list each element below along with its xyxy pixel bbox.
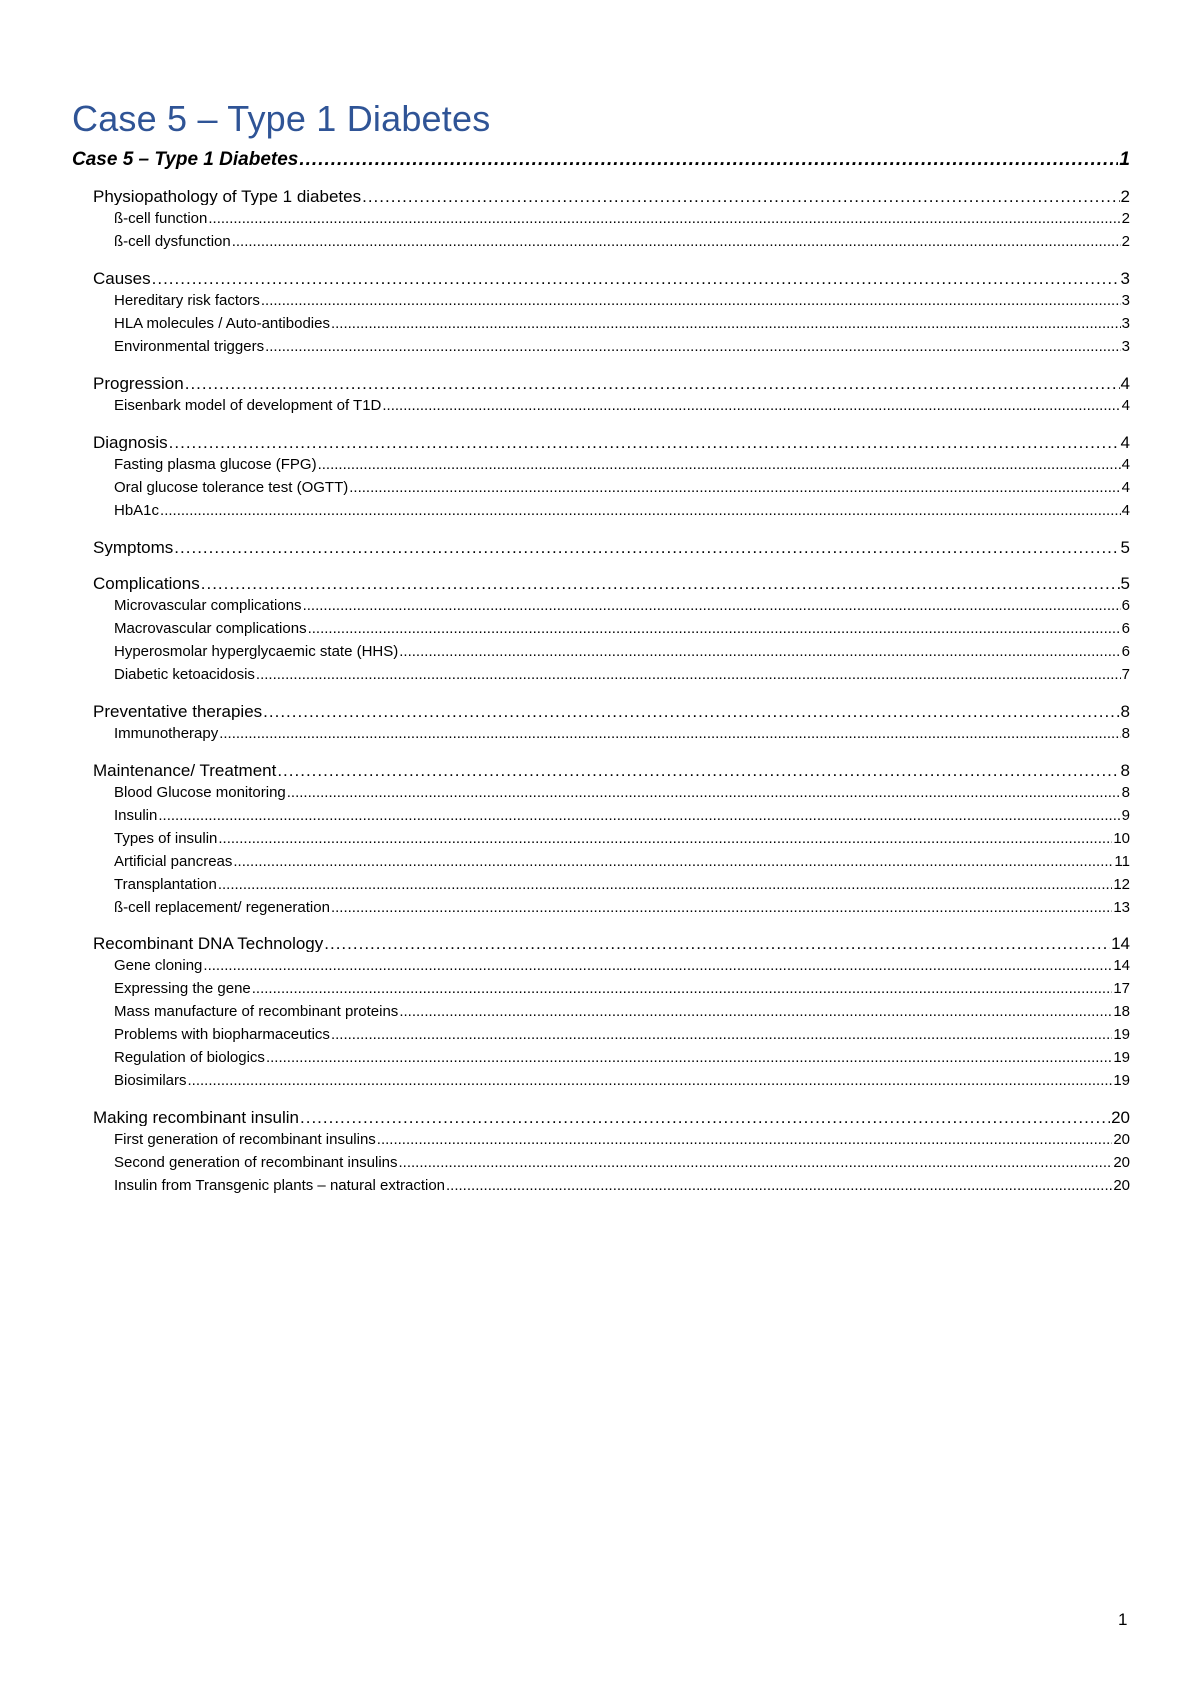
toc-entry-page: 6 [1121, 598, 1130, 613]
toc-entry-label: Gene cloning [114, 958, 203, 973]
toc-entry[interactable] [72, 575, 1130, 592]
toc-entry-page: 20 [1111, 1109, 1130, 1126]
toc-entry-label: Eisenbark model of development of T1D [114, 398, 382, 413]
toc-entry[interactable] [72, 188, 1130, 205]
toc-entry[interactable] [72, 434, 1130, 451]
toc-entry-label: Macrovascular complications [114, 621, 307, 636]
toc-entry-page: 3 [1121, 316, 1130, 331]
toc-entry[interactable] [72, 703, 1130, 720]
toc-entry-label: ß-cell dysfunction [114, 234, 231, 249]
toc-entry-label: Diagnosis [93, 434, 168, 451]
toc-entry-page: 19 [1113, 1050, 1130, 1065]
toc-entry-label: Making recombinant insulin [93, 1109, 299, 1126]
toc-entry-page: 4 [1121, 503, 1130, 518]
toc-entry[interactable] [72, 1004, 1130, 1019]
toc-dot-leader [331, 900, 1112, 915]
toc-entry[interactable] [72, 1132, 1130, 1147]
toc-dot-leader [261, 293, 1121, 308]
toc-entry-label: Symptoms [93, 539, 174, 556]
toc-entry-label: HLA molecules / Auto-antibodies [114, 316, 330, 331]
toc-entry[interactable] [72, 293, 1130, 308]
toc-entry-label: Artificial pancreas [114, 854, 233, 869]
toc-entry[interactable] [72, 339, 1130, 354]
toc-entry-page: 1 [1119, 150, 1130, 169]
toc-dot-leader [185, 375, 1120, 392]
toc-dot-leader [263, 703, 1119, 720]
toc-dot-leader [218, 877, 1112, 892]
toc-entry-label: Preventative therapies [93, 703, 263, 720]
toc-entry[interactable] [72, 150, 1130, 169]
toc-entry-page: 20 [1113, 1132, 1130, 1147]
toc-entry[interactable] [72, 1109, 1130, 1126]
toc-entry-page: 4 [1121, 398, 1130, 413]
toc-dot-leader [303, 598, 1121, 613]
toc-dot-leader [287, 785, 1121, 800]
toc-dot-leader [256, 667, 1121, 682]
toc-dot-leader [174, 539, 1119, 556]
toc-entry[interactable] [72, 726, 1130, 741]
toc-entry-label: Problems with biopharmaceutics [114, 1027, 330, 1042]
toc-entry[interactable] [72, 785, 1130, 800]
toc-entry-label: Case 5 – Type 1 Diabetes [72, 150, 299, 169]
toc-entry-label: Hyperosmolar hyperglycaemic state (HHS) [114, 644, 399, 659]
toc-entry-label: Insulin from Transgenic plants – natural extraction [114, 1178, 446, 1193]
toc-entry[interactable] [72, 981, 1130, 996]
toc-dot-leader [362, 188, 1119, 205]
toc-entry-label: Transplantation [114, 877, 217, 892]
toc-entry-page: 8 [1121, 785, 1130, 800]
toc-entry-page: 4 [1120, 434, 1130, 451]
toc-entry-label: Environmental triggers [114, 339, 265, 354]
toc-dot-leader [158, 808, 1120, 823]
toc-entry-page: 6 [1121, 621, 1130, 636]
toc-entry-label: ß-cell function [114, 211, 208, 226]
toc-entry-page: 3 [1120, 270, 1130, 287]
toc-entry-label: Hereditary risk factors [114, 293, 260, 308]
toc-entry[interactable] [72, 877, 1130, 892]
toc-entry-label: Blood Glucose monitoring [114, 785, 286, 800]
toc-entry-page: 7 [1121, 667, 1130, 682]
toc-dot-leader [277, 762, 1119, 779]
toc-entry-page: 12 [1113, 877, 1130, 892]
toc-entry-label: Progression [93, 375, 184, 392]
toc-entry-page: 2 [1121, 234, 1130, 249]
toc-entry[interactable] [72, 900, 1130, 915]
toc-entry-label: ß-cell replacement/ regeneration [114, 900, 330, 915]
toc-entry-page: 6 [1121, 644, 1130, 659]
toc-entry[interactable] [72, 234, 1130, 249]
toc-entry[interactable] [72, 598, 1130, 613]
toc-entry-page: 20 [1113, 1155, 1130, 1170]
toc-dot-leader [349, 480, 1120, 495]
toc-entry-page: 4 [1121, 480, 1130, 495]
toc-entry[interactable] [72, 854, 1130, 869]
toc-dot-leader [160, 503, 1121, 518]
toc-entry[interactable] [72, 316, 1130, 331]
toc-entry[interactable] [72, 1027, 1130, 1042]
toc-entry-page: 5 [1120, 575, 1130, 592]
toc-entry-page: 8 [1121, 726, 1130, 741]
toc-entry-label: Oral glucose tolerance test (OGTT) [114, 480, 349, 495]
toc-dot-leader [299, 150, 1118, 169]
toc-dot-leader [252, 981, 1113, 996]
toc-entry[interactable] [72, 375, 1130, 392]
toc-entry[interactable] [72, 808, 1130, 823]
toc-entry-page: 19 [1113, 1073, 1130, 1088]
toc-entry[interactable] [72, 958, 1130, 973]
toc-entry-page: 5 [1120, 539, 1130, 556]
toc-dot-leader [218, 831, 1112, 846]
toc-entry-label: Types of insulin [114, 831, 218, 846]
toc-dot-leader [318, 457, 1121, 472]
toc-entry-label: First generation of recombinant insulins [114, 1132, 376, 1147]
toc-entry-label: Diabetic ketoacidosis [114, 667, 255, 682]
toc-dot-leader [266, 1050, 1112, 1065]
toc-dot-leader [188, 1073, 1113, 1088]
toc-entry[interactable] [72, 621, 1130, 636]
toc-entry-page: 8 [1120, 762, 1130, 779]
toc-entry-label: Maintenance/ Treatment [93, 762, 277, 779]
toc-entry-page: 13 [1113, 900, 1130, 915]
toc-entry-label: Expressing the gene [114, 981, 251, 996]
page-number: 1 [1118, 1610, 1128, 1629]
toc-entry[interactable] [72, 270, 1130, 287]
toc-entry-page: 14 [1113, 958, 1130, 973]
toc-dot-leader [233, 854, 1113, 869]
toc-dot-leader [232, 234, 1121, 249]
toc-dot-leader [399, 1155, 1113, 1170]
toc-entry[interactable] [72, 398, 1130, 413]
toc-entry-page: 10 [1113, 831, 1130, 846]
toc-entry-page: 17 [1113, 981, 1130, 996]
toc-entry-label: Second generation of recombinant insulins [114, 1155, 398, 1170]
toc-dot-leader [208, 211, 1120, 226]
toc-dot-leader [377, 1132, 1113, 1147]
toc-entry[interactable] [72, 831, 1130, 846]
toc-entry-page: 18 [1113, 1004, 1130, 1019]
toc-entry-page: 4 [1121, 457, 1130, 472]
toc-entry[interactable] [72, 503, 1130, 518]
toc-dot-leader [331, 316, 1121, 331]
toc-entry-page: 2 [1120, 188, 1130, 205]
toc-dot-leader [399, 644, 1120, 659]
toc-entry-page: 14 [1111, 935, 1130, 952]
toc-entry[interactable] [72, 667, 1130, 682]
toc-entry-page: 3 [1121, 293, 1130, 308]
toc-entry-label: Mass manufacture of recombinant proteins [114, 1004, 399, 1019]
toc-entry-page: 11 [1114, 854, 1130, 869]
toc-dot-leader [265, 339, 1121, 354]
toc-entry[interactable] [72, 1073, 1130, 1088]
toc-entry[interactable] [72, 935, 1130, 952]
toc-entry-label: Insulin [114, 808, 158, 823]
toc-dot-leader [300, 1109, 1110, 1126]
toc-dot-leader [399, 1004, 1112, 1019]
toc-entry-label: Biosimilars [114, 1073, 187, 1088]
toc-dot-leader [169, 434, 1120, 451]
toc-dot-leader [201, 575, 1120, 592]
toc-dot-leader [331, 1027, 1112, 1042]
toc-entry-page: 9 [1121, 808, 1130, 823]
toc-entry-page: 2 [1121, 211, 1130, 226]
toc-entry-label: HbA1c [114, 503, 160, 518]
toc-entry-page: 19 [1113, 1027, 1130, 1042]
toc-dot-leader [203, 958, 1112, 973]
toc-dot-leader [308, 621, 1121, 636]
toc-entry-label: Fasting plasma glucose (FPG) [114, 457, 317, 472]
toc-entry-page: 20 [1113, 1178, 1130, 1193]
toc-entry-label: Physiopathology of Type 1 diabetes [93, 188, 362, 205]
toc-entry-label: Recombinant DNA Technology [93, 935, 324, 952]
toc-dot-leader [324, 935, 1110, 952]
toc-dot-leader [219, 726, 1120, 741]
toc-entry[interactable] [72, 539, 1130, 556]
toc-entry[interactable] [72, 1050, 1130, 1065]
toc-entry-label: Complications [93, 575, 200, 592]
toc-entry[interactable] [72, 480, 1130, 495]
toc-entry[interactable] [72, 457, 1130, 472]
toc-entry-label: Microvascular complications [114, 598, 302, 613]
toc-entry-page: 3 [1121, 339, 1130, 354]
toc-entry[interactable] [72, 1155, 1130, 1170]
toc-entry[interactable] [72, 211, 1130, 226]
toc-entry-page: 8 [1120, 703, 1130, 720]
toc-dot-leader [446, 1178, 1112, 1193]
toc-entry[interactable] [72, 1178, 1130, 1193]
toc-entry-label: Immunotherapy [114, 726, 219, 741]
toc-dot-leader [152, 270, 1120, 287]
toc-entry-label: Causes [93, 270, 151, 287]
toc-entry-label: Regulation of biologics [114, 1050, 265, 1065]
toc-dot-leader [382, 398, 1120, 413]
document-title: Case 5 – Type 1 Diabetes [72, 98, 491, 139]
toc-entry[interactable] [72, 644, 1130, 659]
toc-entry-page: 4 [1120, 375, 1130, 392]
toc-entry[interactable] [72, 762, 1130, 779]
